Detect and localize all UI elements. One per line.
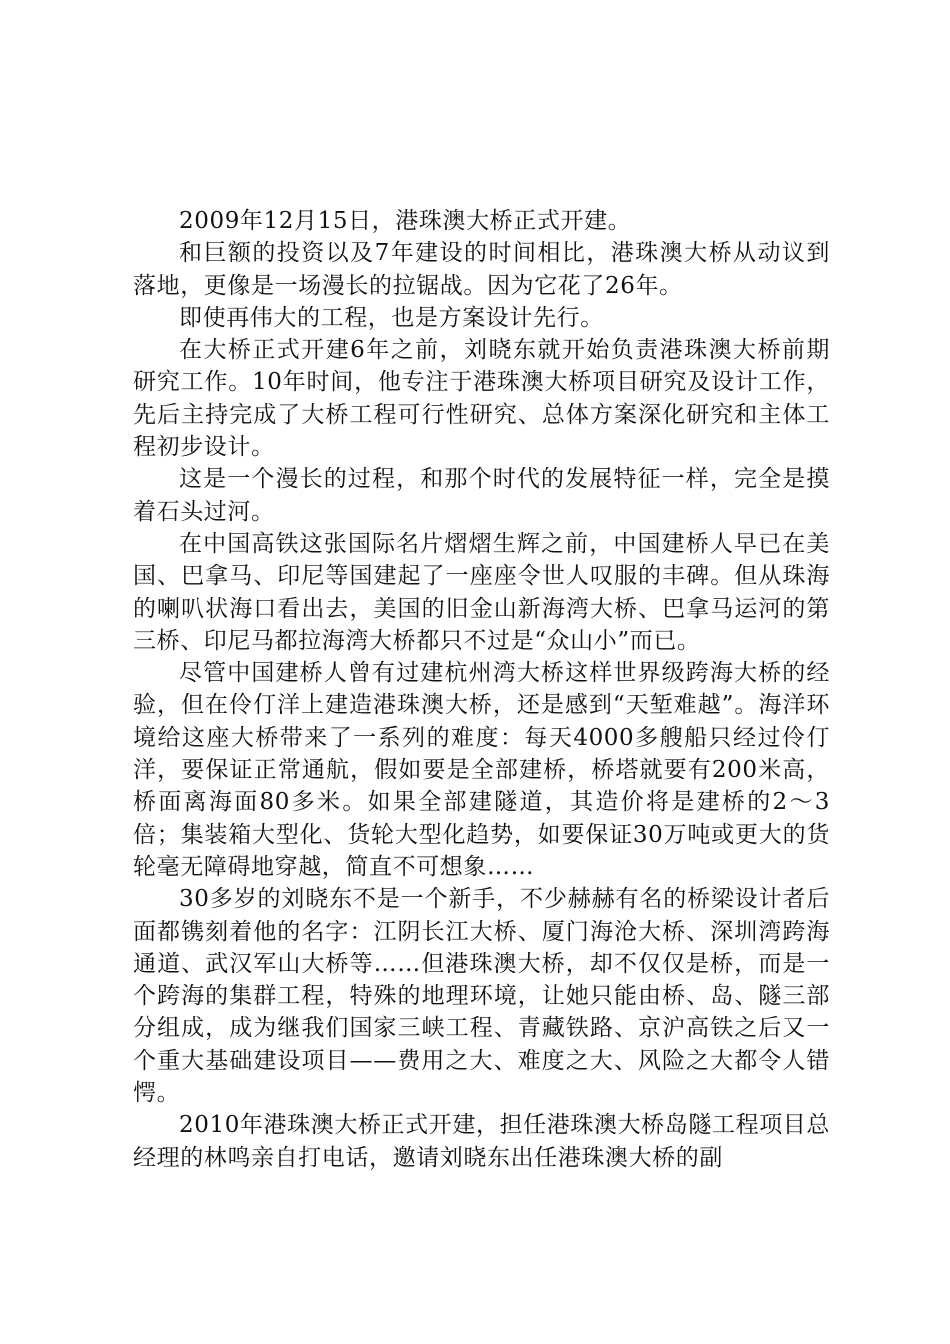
- paragraph-2: 和巨额的投资以及7年建设的时间相比，港珠澳大桥从动议到落地，更像是一场漫长的拉锯战。因为它花了26年。: [133, 240, 830, 299]
- paragraph-9: 2010年港珠澳大桥正式开建，担任港珠澳大桥岛隧工程项目总经理的林鸣亲自打电话，邀请刘晓东出任港珠澳大桥的副: [133, 1112, 830, 1171]
- paragraph-6: 在中国高铁这张国际名片熠熠生辉之前，中国建桥人早已在美国、巴拿马、印尼等国建起了一座座令世人叹服的丰碑。但从珠海的喇叭状海口看出去，美国的旧金山新海湾大桥、巴拿马运河的第三桥、印尼马都拉海湾大桥都只不过是“众山小”而已。: [133, 530, 830, 654]
- article-body: [133, 205, 830, 1174]
- paragraph-4: 在大桥正式开建6年之前，刘晓东就开始负责港珠澳大桥前期研究工作。10年时间，他专注于港珠澳大桥项目研究及设计工作，先后主持完成了大桥工程可行性研究、总体方案深化研究和主体工程初步设计。: [133, 337, 830, 461]
- paragraph-8: 30多岁的刘晓东不是一个新手，不少赫赫有名的桥梁设计者后面都镌刻着他的名字：江阴长江大桥、厦门海沧大桥、深圳湾跨海通道、武汉军山大桥等……但港珠澳大桥，却不仅仅是桥，而是一个跨海的集群工程，特殊的地理环境，让她只能由桥、岛、隧三部分组成，成为继我们国家三峡工程、青藏铁路、京沪高铁之后又一个重大基础建设项目——费用之大、难度之大、风险之大都令人错愕。: [133, 886, 830, 1107]
- paragraph-1: 2009年12月15日，港珠澳大桥正式开建。: [179, 208, 632, 234]
- paragraph-3: 即使再伟大的工程，也是方案设计先行。: [179, 304, 604, 331]
- paragraph-5: 这是一个漫长的过程，和那个时代的发展特征一样，完全是摸着石头过河。: [133, 466, 830, 525]
- paragraph-7: 尽管中国建桥人曾有过建杭州湾大桥这样世界级跨海大桥的经验，但在伶仃洋上建造港珠澳大桥，还是感到“天堑难越”。海洋环境给这座大桥带来了一系列的难度：每天4000多艘船只经过伶仃洋，要保证正常通航，假如要是全部建桥，桥塔就要有200米高，桥面离海面80多米。如果全部建隧道，其造价将是建桥的2～3倍；集装箱大型化、货轮大型化趋势，如要保证30万吨或更大的货轮毫无障碍地穿越，简直不可想象……: [133, 660, 830, 880]
